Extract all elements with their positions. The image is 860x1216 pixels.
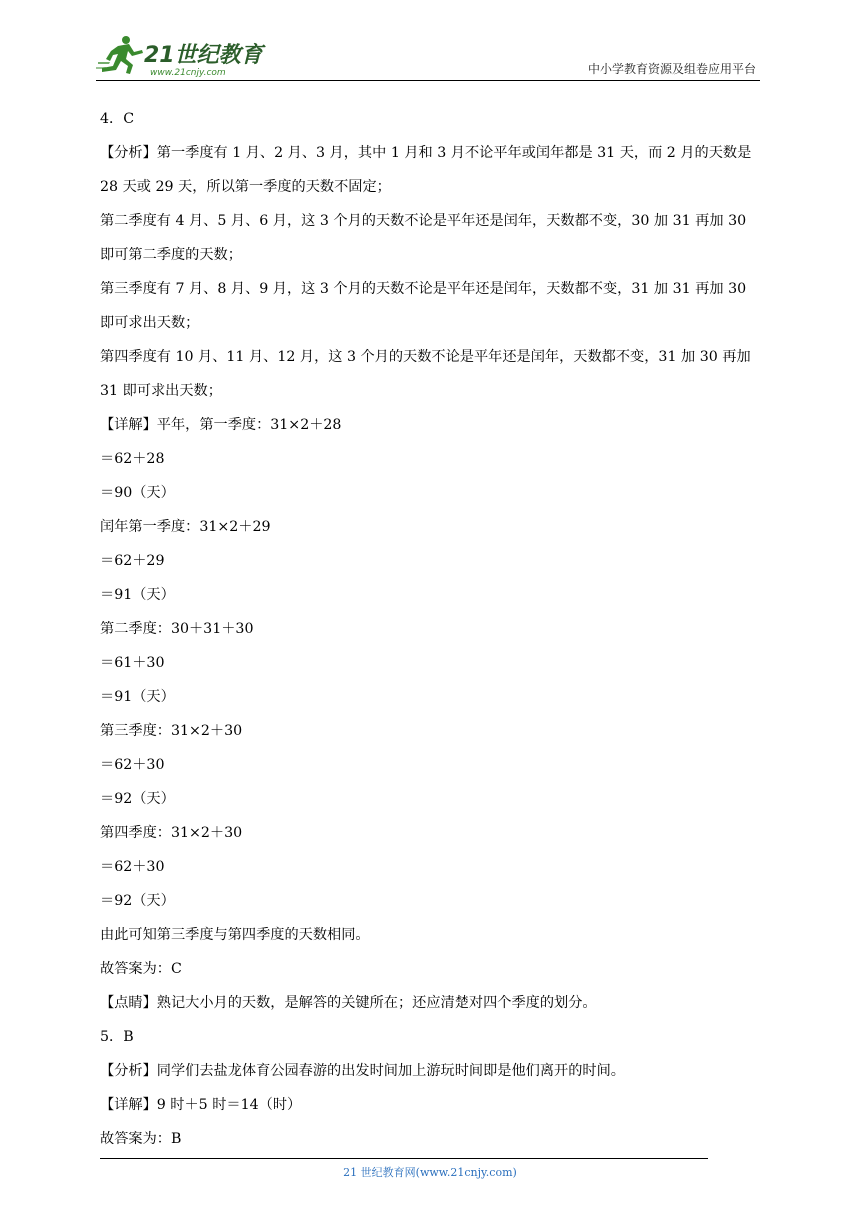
text-line: 第二季度有 4 月、5 月、6 月，这 3 个月的天数不论是平年还是闰年，天数都不变，30 加 31 再加 30: [100, 213, 747, 229]
text-line: 【点睛】熟记大小月的天数，是解答的关键所在；还应清楚对四个季度的划分。: [100, 995, 597, 1011]
text-line: ＝92（天）: [100, 791, 175, 807]
text-line: 由此可知第三季度与第四季度的天数相同。: [100, 927, 370, 943]
solution-content: [100, 102, 764, 1156]
text-line: ＝90（天）: [100, 485, 175, 501]
text-line: 故答案为：C: [100, 961, 182, 977]
logo-url: www.21cnjy.com: [150, 68, 226, 78]
text-line: 第四季度有 10 月、11 月、12 月，这 3 个月的天数不论是平年还是闰年，天数都不变，31 加 30 再加: [100, 349, 751, 365]
text-line: ＝61＋30: [100, 655, 165, 671]
text-line: ＝91（天）: [100, 689, 175, 705]
text-line: ＝62＋30: [100, 757, 165, 773]
text-line: 即可第二季度的天数；: [100, 247, 242, 263]
text-line: 第四季度：31×2＋30: [100, 825, 243, 841]
footer-divider: [100, 1158, 708, 1159]
text-line: ＝62＋28: [100, 451, 165, 467]
text-line: 【分析】第一季度有 1 月、2 月、3 月，其中 1 月和 3 月不论平年或闰年都是 31 天，而 2 月的天数是: [100, 145, 752, 161]
text-line: 【分析】同学们去盐龙体育公园春游的出发时间加上游玩时间即是他们离开的时间。: [100, 1063, 625, 1079]
text-line: 第三季度有 7 月、8 月、9 月，这 3 个月的天数不论是平年还是闰年，天数都不变，31 加 31 再加 30: [100, 281, 747, 297]
text-line: 闰年第一季度：31×2＋29: [100, 519, 271, 535]
text-line: 28 天或 29 天，所以第一季度的天数不固定；: [100, 179, 391, 195]
footer-link[interactable]: 21 世纪教育网(www.21cnjy.com): [343, 1166, 517, 1179]
text-line: 故答案为：B: [100, 1131, 182, 1147]
page-header: [96, 30, 760, 81]
text-line: ＝62＋30: [100, 859, 165, 875]
text-line: 即可求出天数；: [100, 315, 200, 331]
logo-21cnjy: [96, 32, 266, 78]
text-line: 第三季度：31×2＋30: [100, 723, 243, 739]
text-line: 【详解】平年，第一季度：31×2＋28: [100, 417, 342, 433]
runner-icon: [96, 36, 143, 74]
text-line: 第二季度：30＋31＋30: [100, 621, 254, 637]
text-line: ＝91（天）: [100, 587, 175, 603]
text-line: 31 即可求出天数；: [100, 383, 222, 399]
text-line: 【详解】9 时＋5 时＝14（时）: [100, 1097, 302, 1113]
text-line: ＝62＋29: [100, 553, 165, 569]
text-line: 4．C: [100, 111, 135, 127]
platform-name: 中小学教育资源及组卷应用平台: [587, 62, 756, 76]
logo-text: 21世纪教育: [144, 43, 263, 68]
text-line: ＝92（天）: [100, 893, 175, 909]
text-line: 5．B: [100, 1029, 134, 1045]
